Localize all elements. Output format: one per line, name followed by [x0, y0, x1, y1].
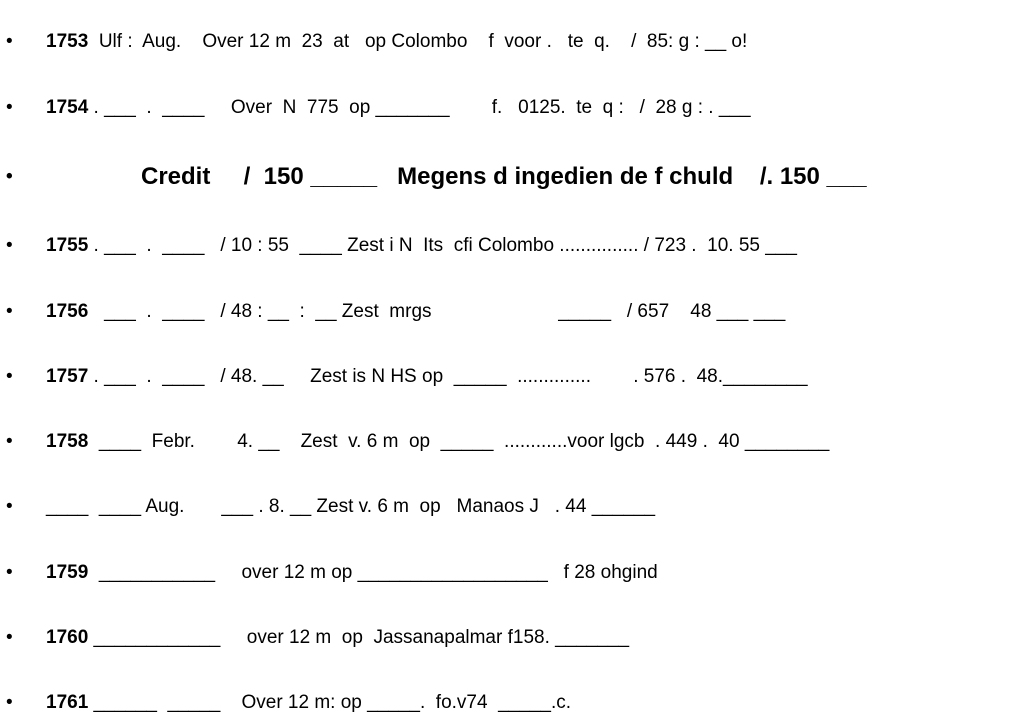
ledger-entry-1756 — [0, 297, 1015, 327]
ledger-entry-1754 — [0, 93, 1015, 123]
entry-year: 1755 — [46, 235, 89, 256]
entry-year: 1760 — [46, 627, 89, 648]
entry-year: 1754 — [46, 97, 89, 118]
entry-content — [46, 362, 808, 392]
entry-content — [46, 623, 629, 653]
entry-year: 1753 — [46, 31, 89, 52]
bullet: • — [6, 496, 13, 517]
entry-text: Ulf : Aug. Over 12 m 23 at op Colombo f voor . te q. / 85: g : __ o! — [88, 31, 748, 52]
bullet: • — [6, 301, 13, 322]
ledger-entry-1753 — [0, 27, 1015, 57]
entry-content — [46, 93, 751, 123]
entry-content — [46, 688, 571, 718]
bullet: • — [6, 366, 13, 387]
bullet: • — [6, 31, 13, 52]
bullet: • — [6, 431, 13, 452]
ledger-entry-aug — [0, 492, 1015, 522]
entry-content — [46, 297, 785, 327]
bullet: • — [6, 166, 13, 187]
ledger-entry-1760 — [0, 623, 1015, 653]
ledger-entry-1757 — [0, 362, 1015, 392]
entry-text: ___________ over 12 m op __________________ f 28 ohgind — [88, 562, 658, 583]
entry-year: 1759 — [46, 562, 89, 583]
entry-content — [46, 27, 747, 57]
entry-content — [46, 427, 829, 457]
bullet: • — [6, 97, 13, 118]
entry-content — [46, 558, 658, 588]
entry-text: ____ Febr. 4. __ Zest v. 6 m op _____ ............voor lgcb . 449 . 40 ________ — [88, 431, 830, 452]
entry-year: 1757 — [46, 366, 89, 387]
entry-content — [46, 492, 655, 522]
ledger-entry-1758 — [0, 427, 1015, 457]
credit-text: Credit / 150 _____ Megens d ingedien de f chuld /. 150 ___ — [141, 163, 867, 190]
entry-content — [46, 231, 797, 261]
entry-year: 1761 — [46, 692, 89, 713]
entry-year: 1758 — [46, 431, 89, 452]
entry-text: ____ ____ Aug. ___ . 8. __ Zest v. 6 m op Manaos J . 44 ______ — [46, 496, 656, 517]
ledger-entry-1759 — [0, 558, 1015, 588]
entry-text: . ___ . ____ / 48. __ Zest is N HS op _____ .............. . 576 . 48.________ — [88, 366, 808, 387]
ledger-entry-1755 — [0, 231, 1015, 261]
bullet: • — [6, 235, 13, 256]
entry-text: . ___ . ____ / 10 : 55 ____ Zest i N Its cfi Colombo ............... / 723 . 10. 55 ___ — [88, 235, 797, 256]
entry-year: 1756 — [46, 301, 89, 322]
bullet: • — [6, 692, 13, 713]
bullet: • — [6, 627, 13, 648]
entry-text: ____________ over 12 m op Jassanapalmar f158. _______ — [88, 627, 630, 648]
entry-text: . ___ . ____ Over N 775 op _______ f. 0125. te q : / 28 g : . ___ — [88, 97, 751, 118]
credit-line — [0, 162, 1015, 192]
entry-text: ______ _____ Over 12 m: op _____. fo.v74 _____.c. — [88, 692, 572, 713]
ledger-entry-1761 — [0, 688, 1015, 718]
entry-text: ___ . ____ / 48 : __ : __ Zest mrgs _____ / 657 48 ___ ___ — [88, 301, 786, 322]
bullet: • — [6, 562, 13, 583]
